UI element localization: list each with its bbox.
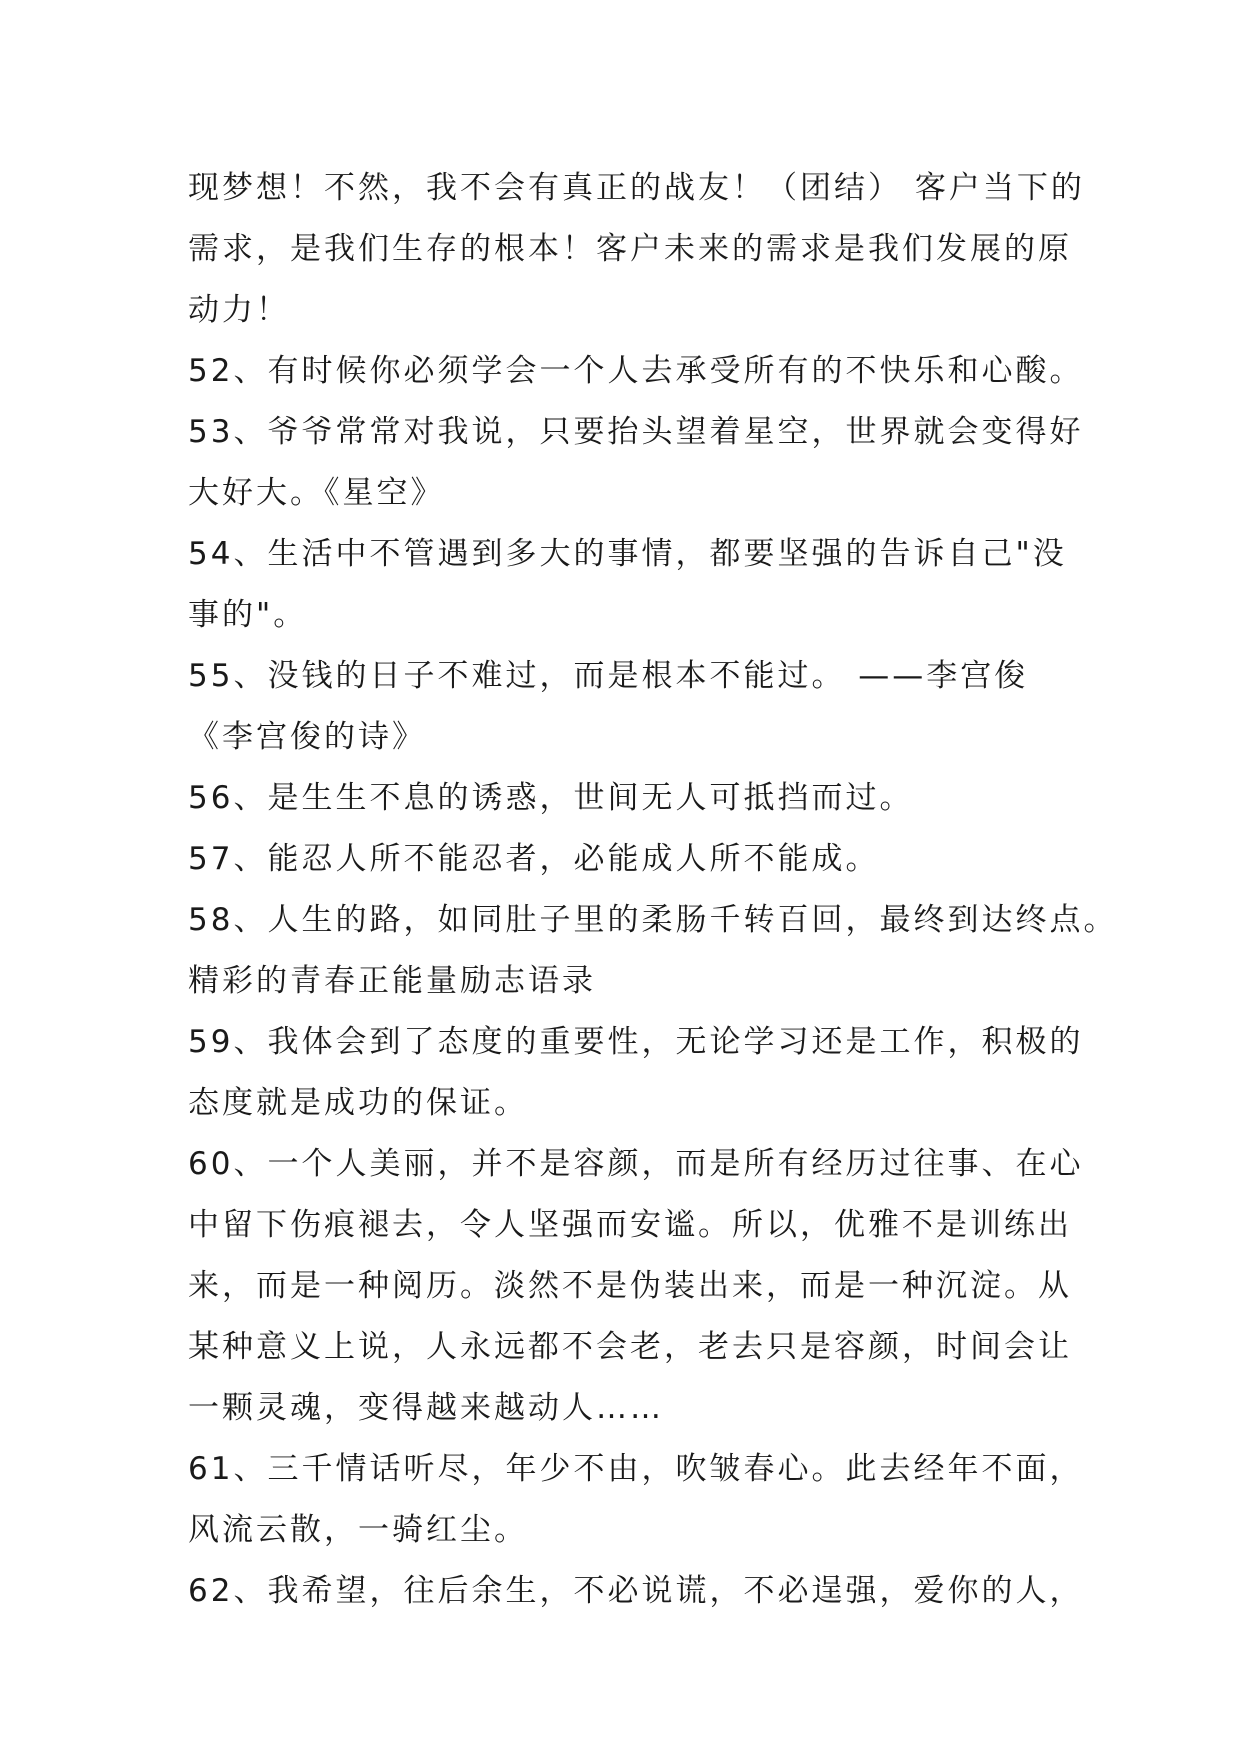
text-line: 来，而是一种阅历。淡然不是伪装出来，而是一种沉淀。从 — [188, 1268, 1072, 1304]
text-line: 现梦想！不然，我不会有真正的战友！（团结） 客户当下的 — [188, 170, 1085, 206]
text-line: 62、我希望，往后余生，不必说谎，不必逞强，爱你的人， — [188, 1573, 1084, 1609]
text-line: 动力！ — [188, 292, 290, 328]
text-line: 风流云散，一骑红尘。 — [188, 1512, 528, 1548]
text-line: 53、爷爷常常对我说，只要抬头望着星空，世界就会变得好 — [188, 414, 1084, 450]
text-line: 57、能忍人所不能忍者，必能成人所不能成。 — [188, 841, 880, 877]
text-line: 61、三千情话听尽，年少不由，吹皱春心。此去经年不面， — [188, 1451, 1084, 1487]
text-line: 52、有时候你必须学会一个人去承受所有的不快乐和心酸。 — [188, 353, 1084, 389]
text-line: 54、生活中不管遇到多大的事情，都要坚强的告诉自己"没 — [188, 536, 1067, 572]
section-heading: 精彩的青春正能量励志语录 — [188, 963, 596, 999]
text-line: 某种意义上说，人永远都不会老，老去只是容颜，时间会让 — [188, 1329, 1072, 1365]
document-body — [188, 158, 1118, 1622]
text-line: 需求，是我们生存的根本！客户未来的需求是我们发展的原 — [188, 231, 1072, 267]
text-line: 事的"。 — [188, 597, 308, 633]
text-line: 中留下伤痕褪去，令人坚强而安谧。所以，优雅不是训练出 — [188, 1207, 1072, 1243]
text-line: 60、一个人美丽，并不是容颜，而是所有经历过往事、在心 — [188, 1146, 1084, 1182]
text-line: 大好大。《星空》 — [188, 475, 445, 511]
text-line: 55、没钱的日子不难过，而是根本不能过。 ——李宫俊 — [188, 658, 1029, 694]
text-line: 一颗灵魂，变得越来越动人…… — [188, 1390, 664, 1426]
text-line: 《李宫俊的诗》 — [188, 719, 426, 755]
text-line: 态度就是成功的保证。 — [188, 1085, 528, 1121]
text-line: 56、是生生不息的诱惑，世间无人可抵挡而过。 — [188, 780, 914, 816]
text-line: 58、人生的路，如同肚子里的柔肠千转百回，最终到达终点。 — [188, 902, 1118, 938]
text-line: 59、我体会到了态度的重要性，无论学习还是工作，积极的 — [188, 1024, 1084, 1060]
